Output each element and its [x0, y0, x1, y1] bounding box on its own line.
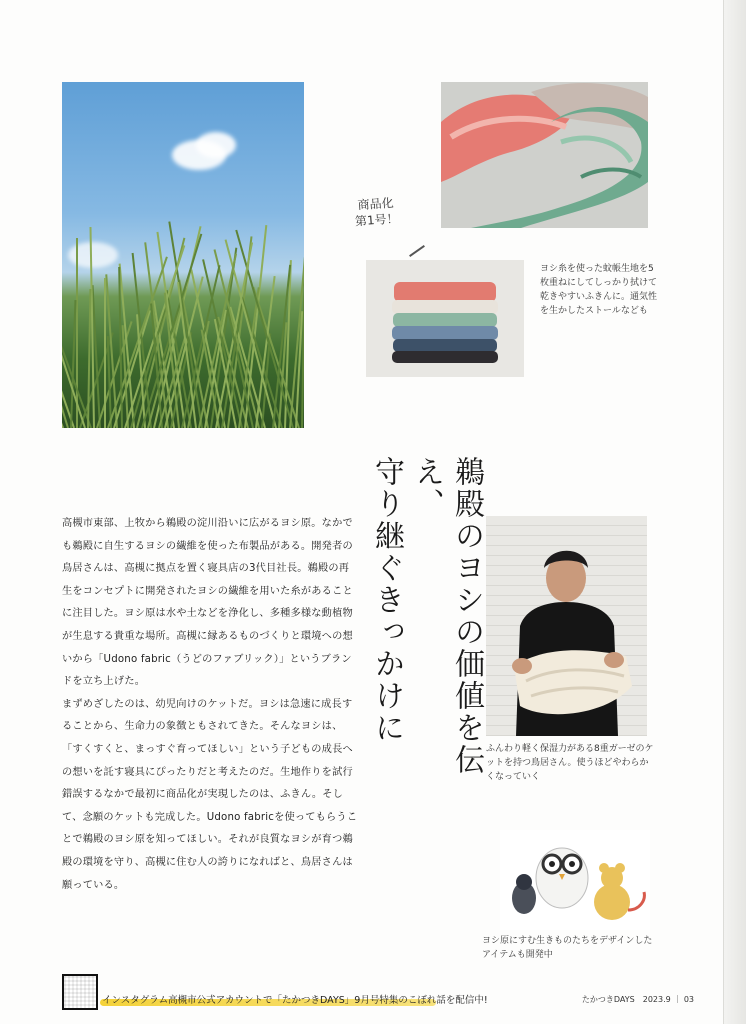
toys-illustration: [500, 830, 650, 930]
reed-stalk: [87, 289, 91, 428]
page-folio: たかつきDAYS 2023.9 ｜ 03: [581, 995, 694, 1004]
towel-stack-illustration: [366, 260, 524, 377]
body-paragraph-2: まずめざしたのは、幼児向けのケットだ。ヨシは急速に成長することから、生命力の象徴ともされてきた。そんなヨシは、「すくすくと、まっすぐ育ってほしい」という子どもの成長への想いを託す寝具にぴったりだと考えたのだ。生地作りを試行錯誤するなかで最初に商品化が実現したのは、ふきん。そして、念願のケットも完成した。Udono fabricを使ってもらうことで鵜殿のヨシ原を知ってほしい。それが良質なヨシが育つ鵜殿の環境を守り、高槻に住む人の誇りになればと、鳥居さんは願っている。: [62, 698, 358, 891]
scarf-photo: [441, 82, 648, 228]
qr-code-icon[interactable]: [62, 974, 98, 1010]
reed-stalk: [104, 278, 106, 428]
article-body: [62, 513, 358, 897]
page-edge: [723, 0, 746, 1024]
portrait-illustration: [486, 516, 647, 736]
headline: [366, 456, 486, 816]
toys-caption: ヨシ原にすむ生きものたちをデザインしたアイテムも開発中: [482, 936, 653, 960]
headline-line-2: 守り継ぐきっかけに: [369, 456, 404, 744]
towel-caption: ヨシ糸を使った蚊帳生地を5枚重ねにしてしっかり拭けて乾きやすいふきんに。通気性を生かしたストールなども: [540, 264, 658, 316]
portrait-caption: ふんわり軽く保湿力がある8重ガーゼのケットを持つ鳥居さん。使うほどやわらかくなっていく: [486, 744, 654, 782]
footer-promo-text: 「たかつきDAYS」9月号特集のこぼれ話を配信中!: [272, 995, 488, 1006]
body-paragraph-1: 高槻市東部、上牧から鵜殿の淀川沿いに広がるヨシ原。なかでも鵜殿に自生するヨシの繊維を使った布製品がある。開発者の鳥居さんは、高槻に拠点を置く寝具店の3代目社長。鵜殿の再生をコンセプトに開発されたヨシの繊維を用いた糸があることに注目した。ヨシ原は水や土などを浄化し、多種多様な動植物が生息する貴重な場所。高槻に縁あるものづくりと環境への想いから「Udono fabric（うどのファブリック）」というブランドを立ち上げた。: [62, 518, 353, 688]
badge-line-1: 商品化: [357, 195, 395, 213]
handwritten-badge: [336, 193, 418, 254]
cloud-shape: [196, 132, 236, 158]
footer-promo: [102, 992, 488, 1006]
badge-line-2: 第1号！: [354, 211, 399, 229]
reed-field-photo: [62, 82, 304, 428]
toys-photo: [500, 830, 650, 930]
portrait-photo: [486, 516, 647, 736]
towel-stack-photo: [366, 260, 524, 377]
scarf-illustration: [441, 82, 648, 228]
footer-promo-highlight: インスタグラム高槻市公式アカウントで: [102, 995, 273, 1006]
headline-line-1: 鵜殿のヨシの価値を伝え、: [409, 456, 484, 776]
